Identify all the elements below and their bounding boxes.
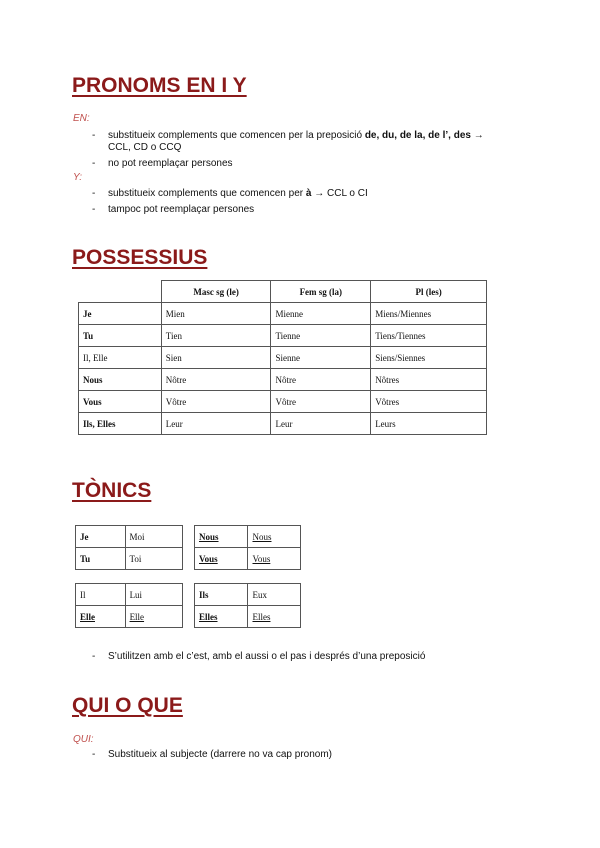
table-cell: Sien xyxy=(161,347,271,369)
section-title-possessius: POSSESSIUS xyxy=(72,246,208,269)
qui-label: QUI: xyxy=(73,734,94,745)
list-item-text: substitueix complements que comencen per la preposició de, du, de la, de l’, des → xyxy=(108,130,484,141)
table-cell: Miens/Miennes xyxy=(371,303,487,325)
en-label: EN: xyxy=(73,113,90,124)
table-cell: Nôtre xyxy=(271,369,371,391)
table-cell-pronoun: Ils, Elles xyxy=(79,413,162,435)
table-cell-pronoun: Je xyxy=(79,303,162,325)
table-cell: Nôtre xyxy=(161,369,271,391)
possessius-table xyxy=(78,280,487,435)
table-cell: Siens/Siennes xyxy=(371,347,487,369)
table-cell: Mien xyxy=(161,303,271,325)
table-cell: Toi xyxy=(125,548,182,570)
table-cell: Leur xyxy=(161,413,271,435)
section-title-pronoms: PRONOMS EN I Y xyxy=(72,74,247,97)
section-title-tonics: TÒNICS xyxy=(72,479,152,502)
bullet-dash: - xyxy=(92,158,96,169)
table-cell-pronoun: Vous xyxy=(79,391,162,413)
table-row xyxy=(195,584,301,606)
column-header: Pl (les) xyxy=(371,281,487,303)
bullet-dash: - xyxy=(92,188,96,199)
table-cell: Tienne xyxy=(271,325,371,347)
table-row xyxy=(76,584,183,606)
table-row xyxy=(195,526,301,548)
table-cell-pronoun: Nous xyxy=(79,369,162,391)
list-item-text: Substitueix al subjecte (darrere no va cap pronom) xyxy=(108,749,333,760)
table-cell: Lui xyxy=(125,584,182,606)
list-item-text: no pot reemplaçar persones xyxy=(108,158,233,169)
table-row xyxy=(79,369,487,391)
list-item-text: substitueix complements que comencen per à → CCL o CI xyxy=(108,188,368,199)
list-item-text: tampoc pot reemplaçar persones xyxy=(108,204,255,215)
table-cell-pronoun: Elle xyxy=(76,606,126,628)
table-cell: Leur xyxy=(271,413,371,435)
y-label: Y: xyxy=(73,172,83,183)
table-row xyxy=(79,347,487,369)
table-cell-pronoun: Je xyxy=(76,526,126,548)
table-header-row xyxy=(79,281,487,303)
bullet-dash: - xyxy=(92,130,96,141)
table-cell: Moi xyxy=(125,526,182,548)
tonics-table-il-elle xyxy=(75,583,183,628)
table-cell: Vôtre xyxy=(271,391,371,413)
bullet-dash: - xyxy=(92,204,96,215)
table-cell-pronoun: Elles xyxy=(195,606,248,628)
column-header: Fem sg (la) xyxy=(271,281,371,303)
tonics-table-ils-elles xyxy=(194,583,301,628)
table-cell: Tien xyxy=(161,325,271,347)
table-cell: Tiens/Tiennes xyxy=(371,325,487,347)
table-cell: Vous xyxy=(248,548,301,570)
table-row xyxy=(79,303,487,325)
table-cell-pronoun: Il xyxy=(76,584,126,606)
column-header: Masc sg (le) xyxy=(161,281,271,303)
table-row xyxy=(76,606,183,628)
table-corner xyxy=(79,281,162,303)
table-cell-pronoun: Ils xyxy=(195,584,248,606)
table-cell: Vôtres xyxy=(371,391,487,413)
tonics-table-je-tu xyxy=(75,525,183,570)
table-cell-pronoun: Il, Elle xyxy=(79,347,162,369)
table-row xyxy=(76,548,183,570)
table-row xyxy=(79,325,487,347)
table-cell: Nous xyxy=(248,526,301,548)
table-cell-pronoun: Nous xyxy=(195,526,248,548)
table-row xyxy=(79,391,487,413)
bullet-dash: - xyxy=(92,749,96,760)
table-cell: Elle xyxy=(125,606,182,628)
table-cell: Eux xyxy=(248,584,301,606)
table-cell: Nôtres xyxy=(371,369,487,391)
list-item-continuation: CCL, CD o CCQ xyxy=(108,142,182,153)
section-title-qui-que: QUI O QUE xyxy=(72,694,183,717)
table-cell: Vôtre xyxy=(161,391,271,413)
list-item-text: S’utilitzen amb el c’est, amb el aussi o el pas i després d’una preposició xyxy=(108,651,426,662)
table-cell: Elles xyxy=(248,606,301,628)
table-cell: Leurs xyxy=(371,413,487,435)
tonics-table-nous-vous xyxy=(194,525,301,570)
table-row xyxy=(76,526,183,548)
table-cell: Sienne xyxy=(271,347,371,369)
table-cell-pronoun: Vous xyxy=(195,548,248,570)
table-row xyxy=(195,548,301,570)
table-row xyxy=(195,606,301,628)
table-row xyxy=(79,413,487,435)
bullet-dash: - xyxy=(92,651,96,662)
table-cell-pronoun: Tu xyxy=(76,548,126,570)
table-cell: Mienne xyxy=(271,303,371,325)
table-cell-pronoun: Tu xyxy=(79,325,162,347)
